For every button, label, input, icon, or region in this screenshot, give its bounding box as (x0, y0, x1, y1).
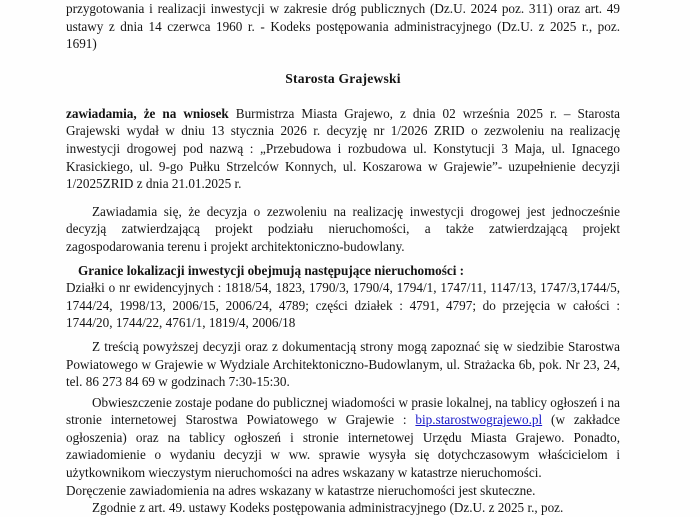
legal-basis-block (66, 0, 620, 53)
paragraph-legal-basis-continued: przygotowania i realizacji inwestycji w zakresie dróg publicznych (Dz.U. 2024 poz. 311) oraz art. 49 ustawy z dnia 14 czerwca 1960 r. - Kodeks postępowania administracyjnego (Dz.U. z 2025 r., poz. 1691) (66, 1, 620, 52)
bip-website-link[interactable]: bip.starostwograjewo.pl (415, 412, 543, 428)
spacer-before-heading (66, 53, 620, 70)
paragraph-inspection-info: Z treścią powyższej decyzji oraz z dokumentacją strony mogą zapoznać się w siedzibie Starostwa Powiatowego w Grajewie w Wydziale Architektoniczno-Budowlanym, ul. Strażacka 6b, pok. Nr 23, 24, tel. 86 273 84 69 w godzinach 7:30-15:30. (66, 338, 620, 390)
page-title: Starosta Grajewski (285, 70, 401, 86)
publication-text-part2: (w zakładce ogłoszenia) oraz na tablicy ogłoszeń i stronie internetowej Urzędu Miasta Grajewo. Ponadto, zawiadomienie o wydaniu decyzji w ww. sprawie wysyła się dotychczasowym właścicielom i użytkownikom wieczystym nieruchomości na adres wskazany w katastrze nieruchomości. (66, 412, 620, 481)
paragraph-simultaneous-decision: Zawiadamia się, że decyzja o zezwoleniu na realizację inwestycji drogowej jest jednocześnie decyzją zatwierdzającą projekt podziału nieruchomości, a także zatwierdzającą projekt zagospodarowania terenu i projekt architektoniczno-budowlany. (66, 203, 620, 254)
paragraph-publication (66, 394, 620, 482)
paragraph-article-49: Zgodnie z art. 49. ustawy Kodeks postępowania administracyjnego (Dz.U. z 2025 r., poz. (92, 500, 564, 516)
notice-lead-bold: zawiadamia, że na wniosek (66, 105, 229, 121)
boundaries-heading: Granice lokalizacji inwestycji obejmują następujące nieruchomości : (78, 262, 465, 278)
paragraph-service-effective: Doręczenie zawiadomienia na adres wskazany w katastrze nieruchomości jest skuteczne. (66, 482, 536, 498)
paragraph-parcel-numbers: Działki o nr ewidencyjnych : 1818/54, 1823, 1790/3, 1790/4, 1794/1, 1747/11, 1147/13, 1747/3,1744/5, 1744/24, 1998/13, 2006/15, 2006/24, 4789; części działek : 4791, 4797; do przejęcia w całości : 1744/20, 1744/22, 4761/1, 1819/4, 2006/18 (66, 280, 620, 331)
spacer-before-simultaneous (66, 193, 620, 203)
paragraph-notice (66, 105, 620, 193)
notice-body-text: Burmistrza Miasta Grajewo, z dnia 02 września 2025 r. – Starosta Grajewski wydał w dniu 13 stycznia 2026 r. decyzję nr 1/2026 ZRID o zezwoleniu na realizację inwestycji drogowej pod nazwą : „Przebudowa i rozbudowa ul. Konstytucji 3 Maja, ul. Ignacego Krasickiego, ul. 9-go Pułku Strzelców Konnych, ul. Koszarowa w Grajewie”- uzupełnienie decyzji 1/2025ZRID z dnia 21.01.2025 r. (66, 105, 621, 192)
spacer-after-heading (66, 88, 620, 105)
publication-text-part1: Obwieszczenie zostaje podane do publicznej wiadomości w prasie lokalnej, na tablicy ogłoszeń i na stronie internetowej Starostwa Powiatowego w Grajewie : (66, 394, 620, 428)
